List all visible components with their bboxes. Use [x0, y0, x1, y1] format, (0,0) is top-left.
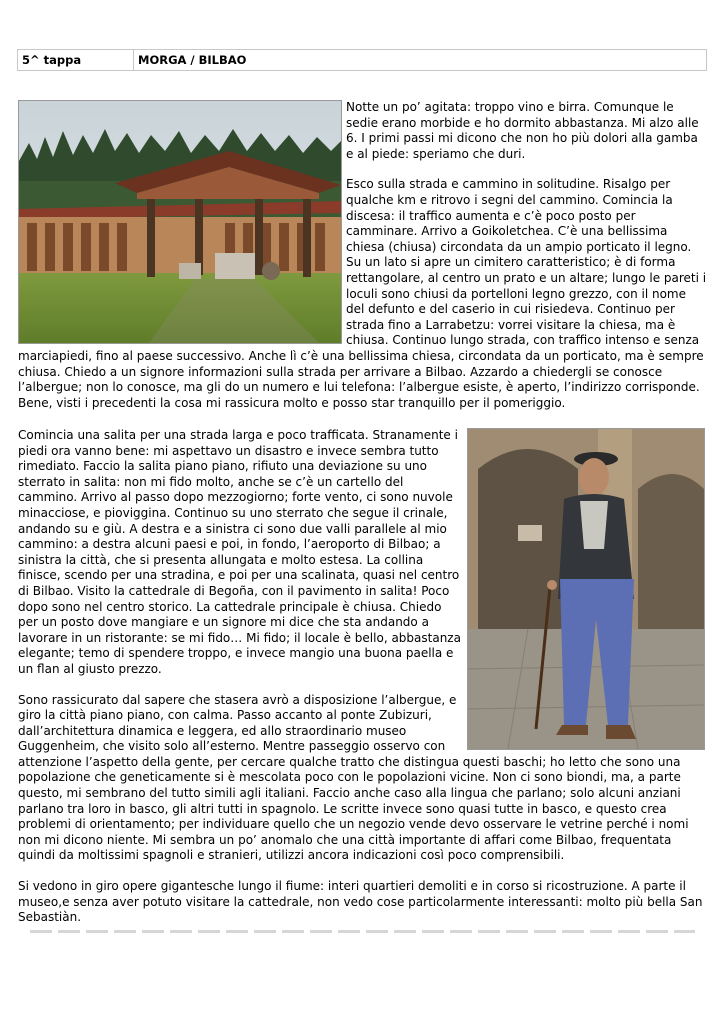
- paragraph-1: Notte un po’ agitata: troppo vino e birra. Comunque le sedie erano morbide e ho dormito abbastanza. Mi alzo alle 6. I primi passi mi dicono che non ho più dolori alla gamba e al piede: speriamo che duri.: [346, 100, 699, 161]
- paragraph-5: Si vedono in giro opere gigantesche lungo il fiume: interi quartieri demoliti e in corso si ricostruzione. A parte il museo,e senza aver potuto visitare la cattedrale, non vedo cose particolarmente interessanti: molto più bella San Sebastiàn.: [18, 879, 703, 925]
- footer-divider: [30, 930, 695, 933]
- stage-number: 5^ tappa: [18, 50, 134, 70]
- paragraph-2: Esco sulla strada e cammino in solitudine. Risalgo per qualche km e ritrovo i segni del cammino. Comincia la discesa: il traffico aumenta e c’è poco posto per camminare. Arrivo a Goikoletchea. C’è una bellissima chiesa (chiusa) circondata da un ampio porticato il legno. Su un lato si apre un cimitero caratteristico; è di forma rettangolare, al centro un prato e un altare; lungo le pareti i loculi sono chiusi da portelloni legno grezzo, con il nome del defunto e del caserio in cui risiedeva. Continuo per strada fino a Larrabetzu: vorrei visitare la chiesa, ma è chiusa. Continuo lungo strada, con traffico intenso e senza marciapiedi, fino al paese successivo. Anche lì c’è una bellissima chiesa, circondata da un porticato, ma è sempre chiusa. Chiedo a un signore informazioni sulla strada per arrivare a Bilbao. Azzardo a chiedergli se conosce l’albergue; non lo conosce, ma gli do un numero e lui telefona: l’albergue esiste, è aperto, l’indirizzo corrisponde. Bene, visti i precedenti la cosa mi rassicura molto e posso star tranquillo per il pomeriggio.: [18, 177, 707, 410]
- stage-route: MORGA / BILBAO: [138, 53, 247, 67]
- paragraph-3: Comincia una salita per una strada larga e poco trafficata. Stranamente i piedi ora vanno bene: mi aspettavo un disastro e invece sembra tutto rimediato. Faccio la salita piano piano, rifiuto una deviazione su uno sterrato in salita: non mi fido molto, anche se c’è un cartello del cammino. Arrivo al passo dopo mezzogiorno; forte vento, ci sono nuvole minacciose, e pioviggina. Continuo su uno sterrato che segue il crinale, andando su e giù. A destra e a sinistra ci sono due valli parallele al mio cammino: a destra alcuni paesi e poi, in fondo, l’aeroporto di Bilbao; a sinistra la città, che si presenta allungata e molto estesa. La collina finisce, scendo per una stradina, e poi per una scalinata, quasi nel centro di Bilbao. Visito la cattedrale di Begoña, con il pavimento in salita! Poco dopo sono nel centro storico. La cattedrale principale è chiusa. Chiedo per un posto dove mangiare e un signore mi dice che sta andando a lavorare in un ristorante: se mi fido… Mi fido; il locale è bello, abbastanza elegante; temo di spendere troppo, e invece mangio una buona paella e un flan al giusto prezzo.: [18, 428, 461, 676]
- paragraph-4: Sono rassicurato dal sapere che stasera avrò a disposizione l’albergue, e giro la città piano piano, con calma. Passo accanto al ponte Zubizuri, dall’architettura dinamica e leggera, ed allo straordinario museo Guggenheim, che visito solo all’esterno. Mentre passeggio osservo con attenzione l’aspetto della gente, per cercare qualche tratto che distingua questi baschi; ho letto che sono una popolazione che geneticamente si è mescolata poco con le popolazioni vicine. Non ci sono biondi, ma, a parte questo, mi sembrano del tutto simili agli italiani. Faccio anche caso alla lingua che parlano; solo alcuni anziani parlano tra loro in basco, gli altri tutti in spagnolo. Le scritte invece sono quasi tutte in basco, e questo crea problemi di orientamento; per individuare quello che un negozio vende devo osservare le vetrine perché i nomi non mi dicono niente. Mi sembra un po’ anomalo che una città importante di affari come Bilbao, frequentata quindi da moltissimi spagnoli e stranieri, utilizzi ancora indicazioni così poco comprensibili.: [18, 692, 689, 863]
- stage-header-table: [17, 49, 707, 71]
- cemetery-portico-photo: [18, 100, 342, 344]
- basque-old-man-photo: [467, 428, 705, 750]
